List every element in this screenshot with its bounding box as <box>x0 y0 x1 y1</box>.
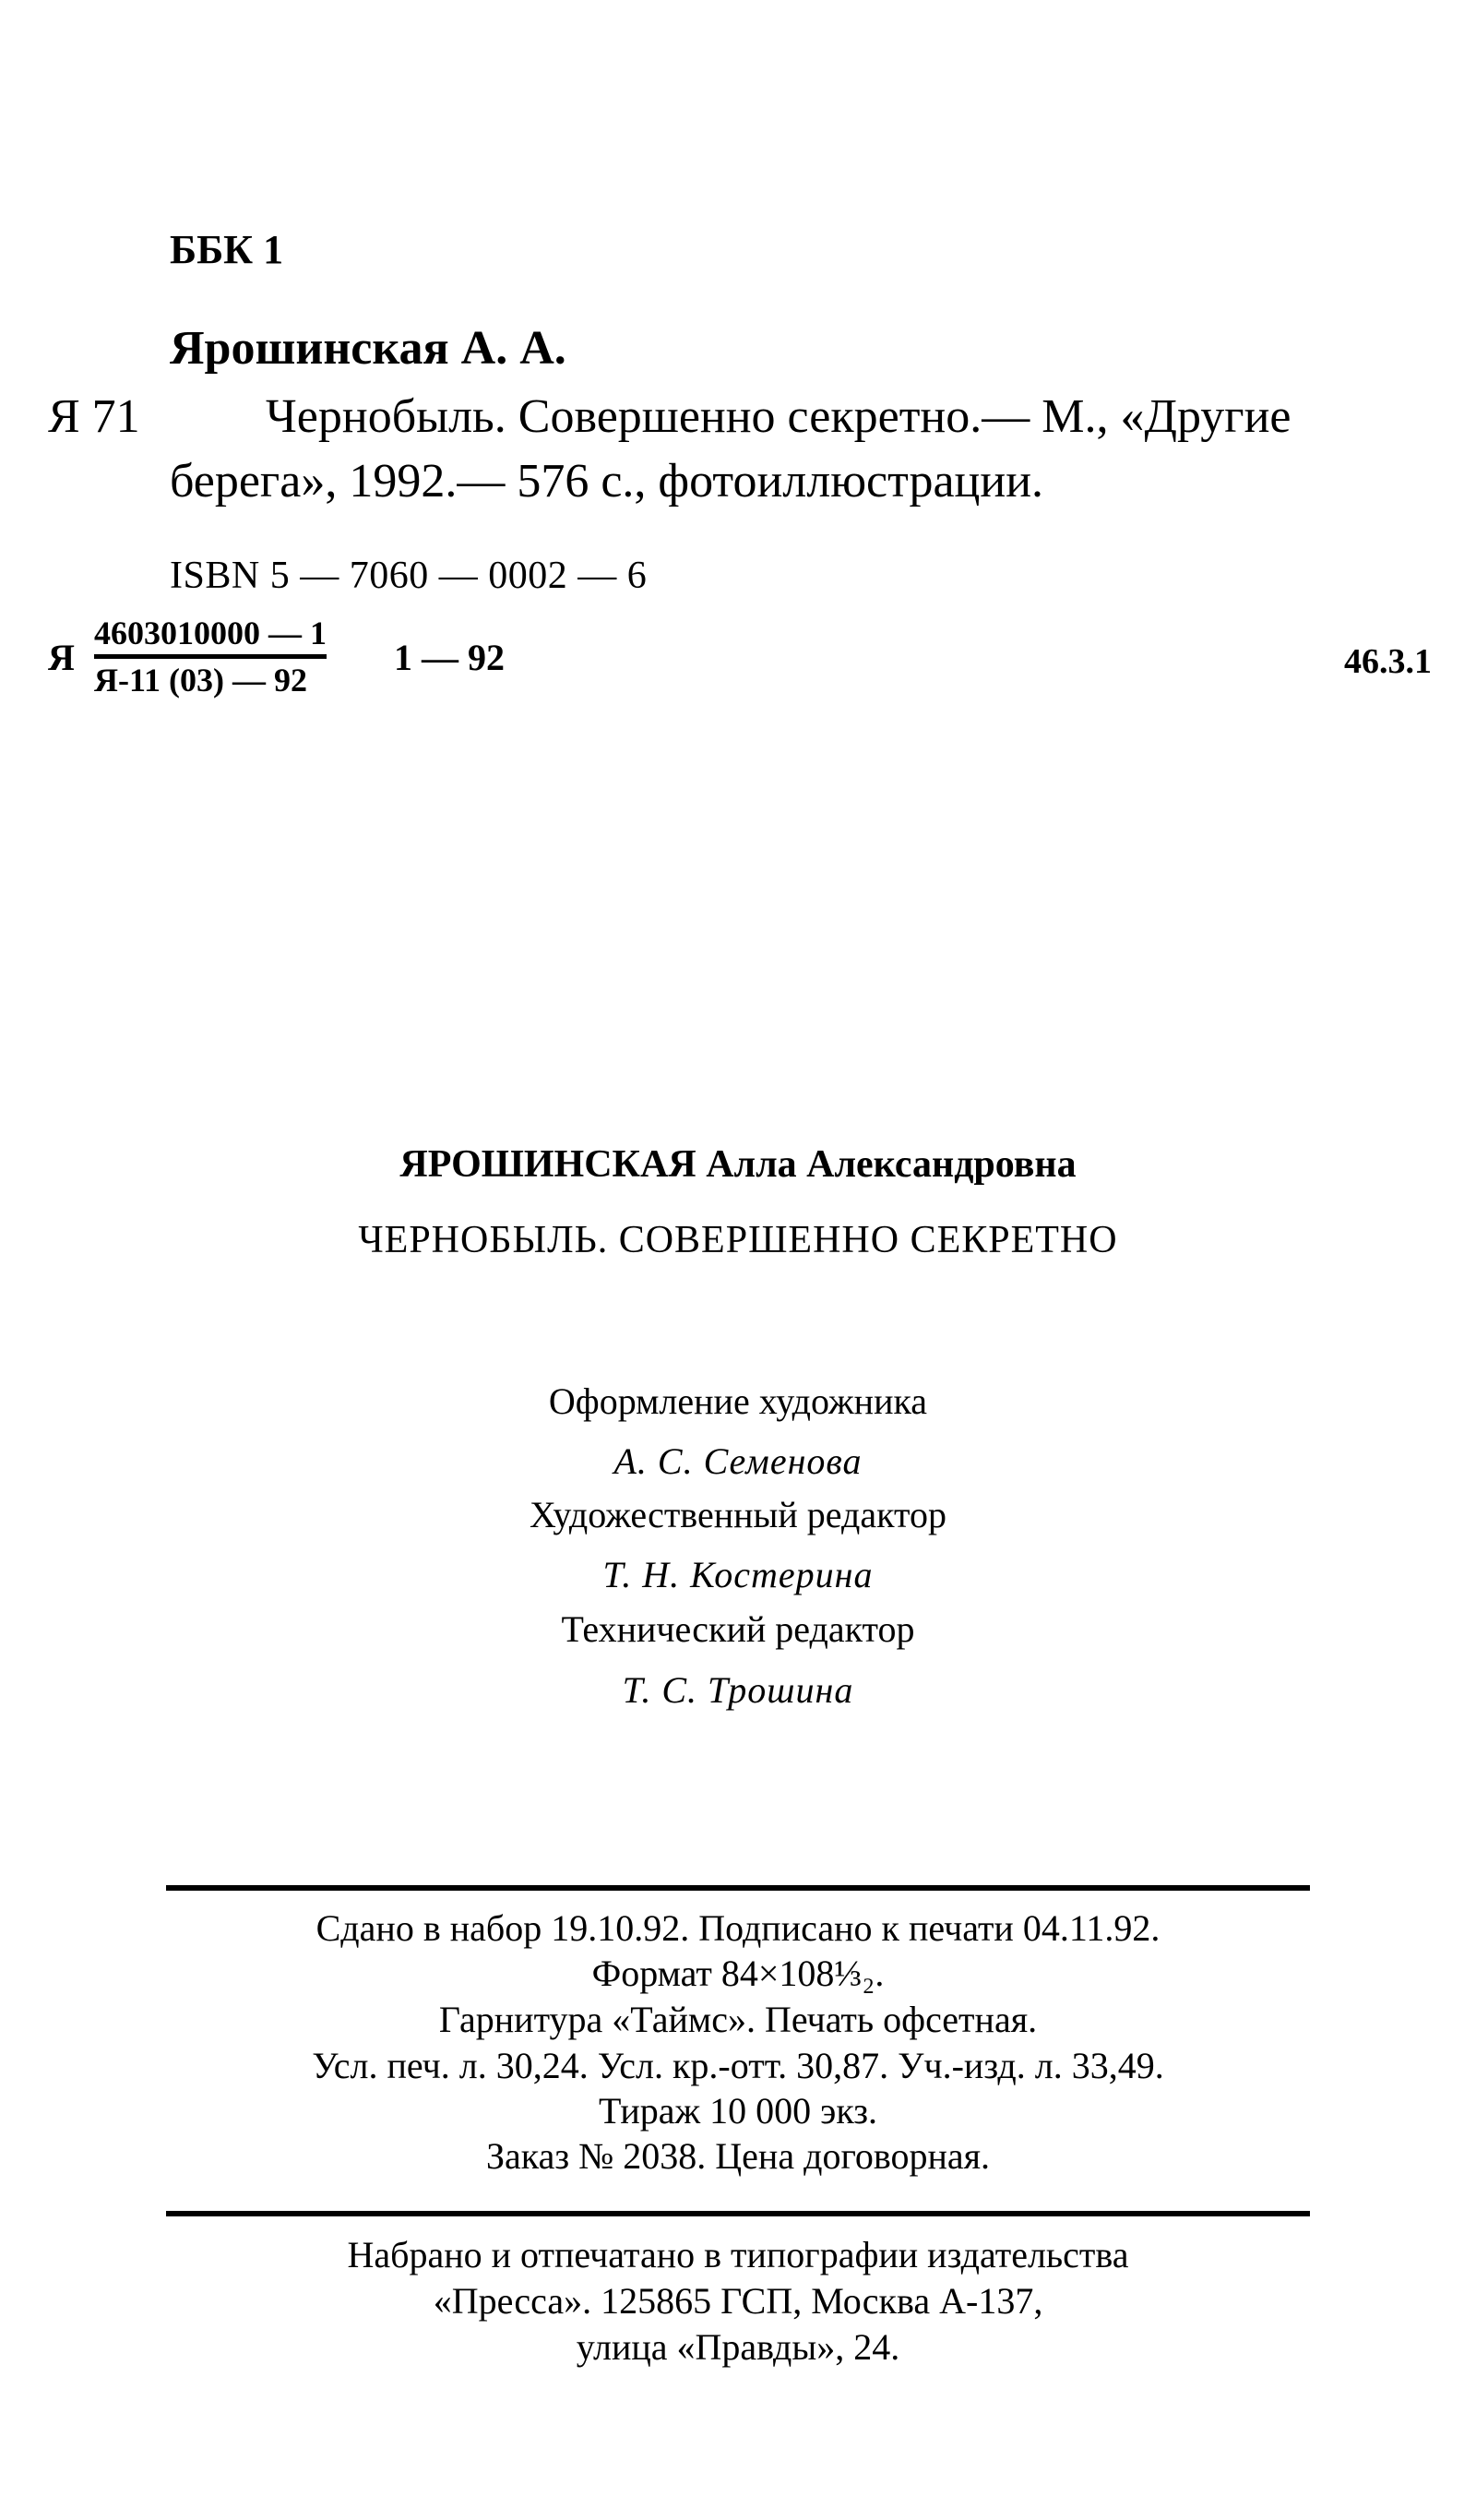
fraction-tail: 1 — 92 <box>394 637 505 678</box>
imprint-line-format: Формат 84×108⅓₂. <box>591 1953 885 1994</box>
printer-line-2: «Пресса». 125865 ГСП, Москва А-137, <box>433 2280 1043 2322</box>
author-heading: Ярошинская А. А. <box>170 322 566 375</box>
printer-line-3: улица «Правды», 24. <box>576 2326 900 2368</box>
imprint-line-typeface: Гарнитура «Таймс». Печать офсетная. <box>438 1999 1038 2040</box>
imprint-top-rule <box>166 1885 1310 1891</box>
imprint-line-sheets: Усл. печ. л. 30,24. Усл. кр.-отт. 30,87. Уч.-изд. л. 33,49. <box>312 2045 1164 2086</box>
credit-role-art-editor: Художественный редактор <box>530 1494 946 1535</box>
credit-person-technical-editor: Т. С. Трошина <box>622 1669 854 1711</box>
fraction-denominator: Я-11 (03) — 92 <box>94 662 307 699</box>
credit-role-designer: Оформление художника <box>548 1380 928 1422</box>
imprint-line-order: Заказ № 2038. Цена договорная. <box>485 2135 991 2177</box>
fraction-numerator: 4603010000 — 1 <box>94 614 327 659</box>
credit-role-technical-editor: Технический редактор <box>561 1608 915 1650</box>
imprint-line-dates: Сдано в набор 19.10.92. Подписано к печати 04.11.92. <box>315 1907 1161 1949</box>
classification-code: 46.3.1 <box>1344 642 1432 681</box>
bibliographic-description-line-2: берега», 1992.— 576 с., фотоиллюстрации. <box>170 455 1044 508</box>
printer-line-1: Набрано и отпечатано в типографии издательства <box>347 2234 1129 2275</box>
imprint-bottom-rule <box>166 2211 1310 2216</box>
bibliographic-description-line-1: Чернобыль. Совершенно секретно.— М., «Другие <box>266 390 1292 443</box>
call-number: Я 71 <box>48 390 140 443</box>
bbk-code: ББК 1 <box>170 227 284 272</box>
publication-code-fraction <box>94 614 327 699</box>
imprint-line-print-run: Тираж 10 000 экз. <box>598 2090 878 2132</box>
author-full-name <box>0 1142 1476 1187</box>
isbn: ISBN 5 — 7060 — 0002 — 6 <box>170 555 648 597</box>
credit-person-art-editor: Т. Н. Костерина <box>602 1554 874 1595</box>
code-letter: Я <box>48 637 75 678</box>
author-surname: ЯРОШИНСКАЯ <box>399 1143 696 1186</box>
author-given-names: Алла Александровна <box>706 1143 1077 1186</box>
credit-person-designer: А. С. Семенова <box>613 1440 863 1482</box>
book-title: ЧЕРНОБЫЛЬ. СОВЕРШЕННО СЕКРЕТНО <box>358 1219 1118 1261</box>
publication-code-row <box>48 614 1432 715</box>
